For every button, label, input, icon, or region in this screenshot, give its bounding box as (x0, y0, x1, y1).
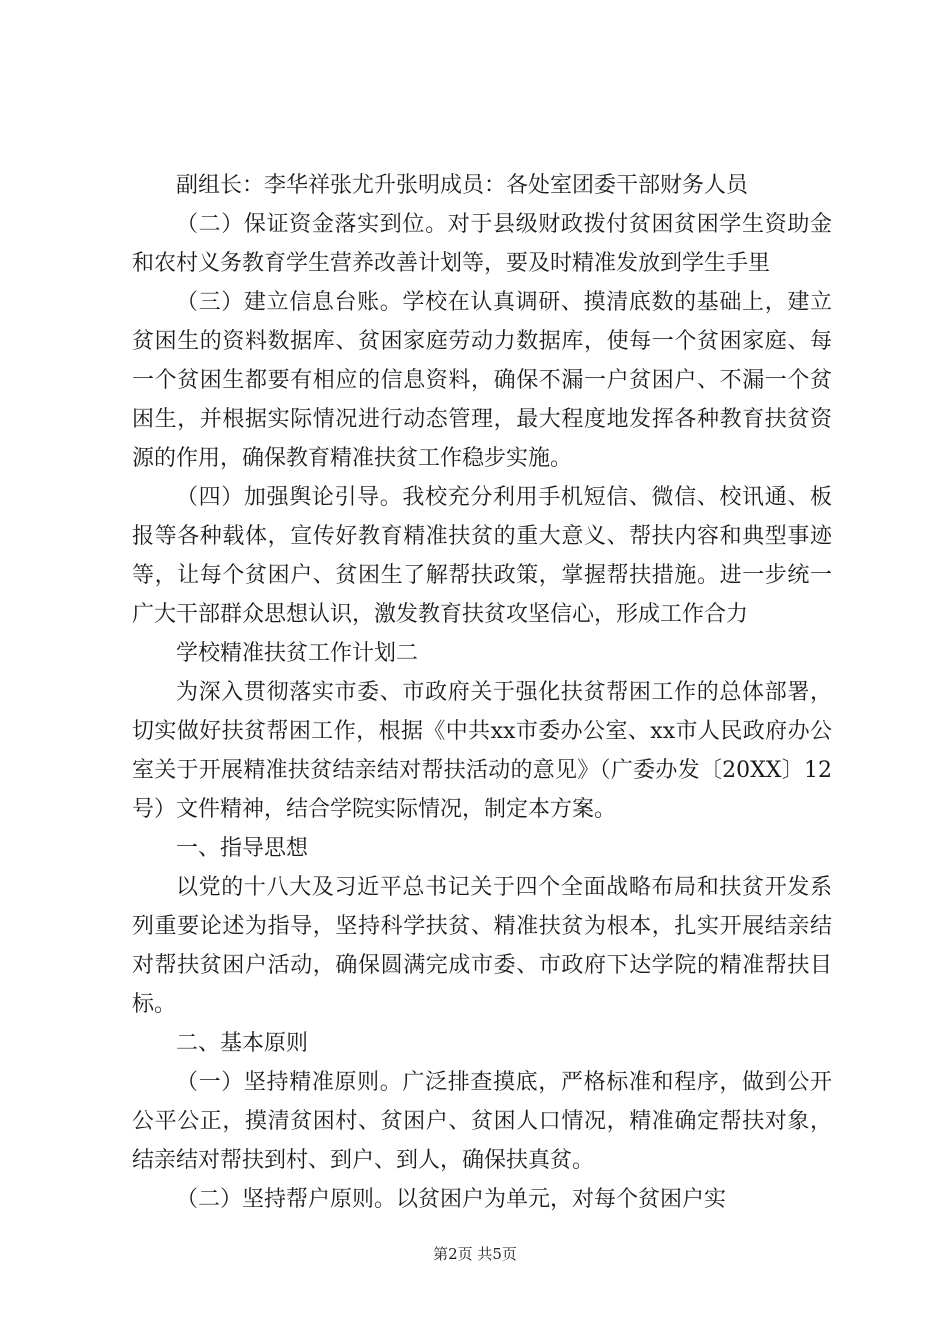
paragraph-household-principle: （二）坚持帮户原则。以贫困户为单元，对每个贫困户实 (176, 1187, 727, 1212)
paragraph-intro: 为深入贯彻落实市委、市政府关于强化扶贫帮困工作的总体部署，切实做好扶贫帮困工作，根据《中共xx市委办公室、xx市人民政府办公室关于开展精准扶贫结亲结对帮扶活动的意见》（广委办发〔20XX〕12号）文件精神，结合学院实际情况，制定本方案。 (132, 680, 832, 822)
paragraph-guiding-ideology: 以党的十八大及习近平总书记关于四个全面战略布局和扶贫开发系列重要论述为指导，坚持科学扶贫、精准扶贫为根本，扎实开展结亲结对帮扶贫困户活动，确保圆满完成市委、市政府下达学院的精准帮扶目标。 (132, 875, 832, 1017)
page-footer (0, 1244, 950, 1264)
paragraph-ledger: （三）建立信息台账。学校在认真调研、摸清底数的基础上，建立贫困生的资料数据库、贫困家庭劳动力数据库，使每一个贫困家庭、每一个贫困生都要有相应的信息资料，确保不漏一户贫困户、不漏一个贫困生，并根据实际情况进行动态管理，最大程度地发挥各种教育扶贫资源的作用，确保教育精准扶贫工作稳步实施。 (132, 290, 832, 471)
paragraph-precision-principle: （一）坚持精准原则。广泛排查摸底，严格标准和程序，做到公开公平公正，摸清贫困村、贫困户、贫困人口情况，精准确定帮扶对象，结亲结对帮扶到村、到户、到人，确保扶真贫。 (132, 1070, 832, 1173)
paragraph-publicity: （四）加强舆论引导。我校充分利用手机短信、微信、校讯通、板报等各种载体，宣传好教育精准扶贫的重大意义、帮扶内容和典型事迹等，让每个贫困户、贫困生了解帮扶政策，掌握帮扶措施。进一步统一广大干部群众思想认识，激发教育扶贫攻坚信心，形成工作合力 (132, 485, 832, 627)
paragraph-funding: （二）保证资金落实到位。对于县级财政拨付贫困贫困学生资助金和农村义务教育学生营养改善计划等，要及时精准发放到学生手里 (132, 212, 832, 276)
paragraph-members: 副组长：李华祥张尤升张明成员：各处室团委干部财务人员 (176, 173, 749, 198)
heading-basic-principles: 二、基本原则 (176, 1031, 309, 1056)
heading-guiding-ideology: 一、指导思想 (176, 836, 309, 861)
section-title-plan-two: 学校精准扶贫工作计划二 (176, 641, 419, 666)
document-body (132, 166, 832, 1219)
page-number: 第2页 共5页 (433, 1245, 517, 1263)
